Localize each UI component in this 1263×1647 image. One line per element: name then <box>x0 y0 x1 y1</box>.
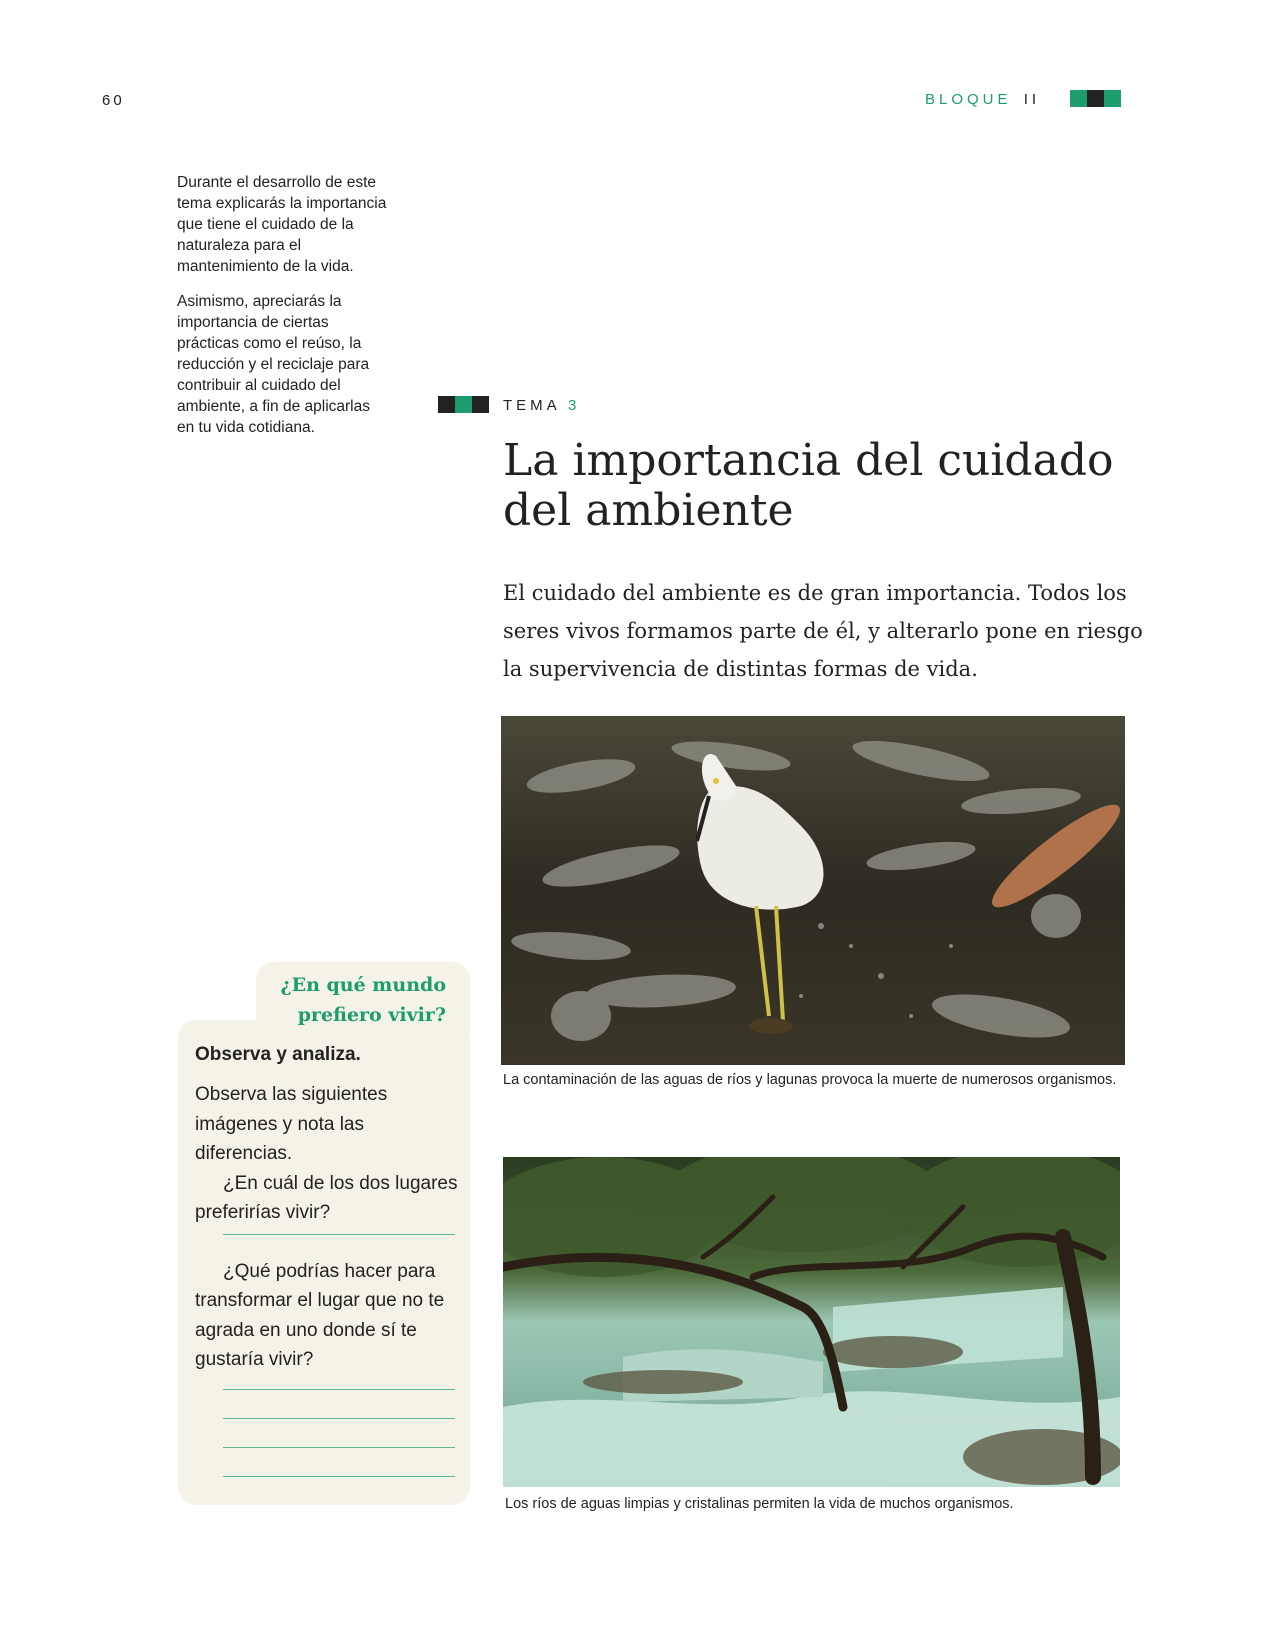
page-title: La importancia del cuidado del ambiente <box>503 435 1114 536</box>
polluted-photo-caption: La contaminación de las aguas de ríos y lagunas provoca la muerte de numerosos organismos. <box>503 1072 1117 1088</box>
bloque-number: II <box>1023 91 1041 108</box>
clean-photo-caption: Los ríos de aguas limpias y cristalinas permiten la vida de muchos organismos. <box>505 1496 1014 1512</box>
answer-line-3[interactable] <box>223 1418 455 1419</box>
bloque-word: BLOQUE <box>925 91 1012 108</box>
polluted-water-photo <box>501 716 1125 1065</box>
activity-heading: Observa y analiza. <box>195 1044 361 1065</box>
answer-line-1[interactable] <box>223 1234 455 1235</box>
tema-word: TEMA <box>503 397 560 414</box>
activity-question-2 <box>195 1257 461 1375</box>
question-1-text: ¿En cuál de los dos lugares preferirías vivir? <box>195 1172 458 1223</box>
answer-line-2[interactable] <box>223 1389 455 1390</box>
intro-paragraph-2: Asimismo, apreciarás la importancia de ciertas prácticas como el reúso, la reducción y el reciclaje para contribuir al cuidado del ambiente, a fin de aplicarlas en tu vida cotidiana. <box>177 293 371 436</box>
intro-paragraph-1: Durante el desarrollo de este tema explicarás la importancia que tiene el cuidado de la naturaleza para el mantenimiento de la vida. <box>177 174 387 275</box>
bloque-label <box>925 91 1040 108</box>
activity-question-1 <box>195 1169 461 1228</box>
page-number: 60 <box>102 92 125 109</box>
lead-paragraph: El cuidado del ambiente es de gran importancia. Todos los seres vivos formamos parte de él, y alterarlo pone en riesgo la supervivencia de distintas formas de vida. <box>503 581 1143 681</box>
activity-instruction: Observa las siguientes imágenes y nota las diferencias. <box>195 1084 388 1164</box>
answer-line-4[interactable] <box>223 1447 455 1448</box>
clean-river-photo <box>503 1157 1120 1487</box>
activity-title: ¿En qué mundo prefiero vivir? <box>280 974 446 1026</box>
tema-label <box>503 397 580 414</box>
intro-sidebar <box>177 172 387 452</box>
activity-content <box>195 1044 461 1477</box>
answer-line-5[interactable] <box>223 1476 455 1477</box>
tema-number: 3 <box>568 397 581 414</box>
tema-squares-decoration <box>438 396 489 413</box>
question-2-text: ¿Qué podrías hacer para transformar el lugar que no te agrada en uno donde sí te gustaría vivir? <box>195 1260 445 1370</box>
bloque-squares-decoration <box>1070 90 1121 107</box>
